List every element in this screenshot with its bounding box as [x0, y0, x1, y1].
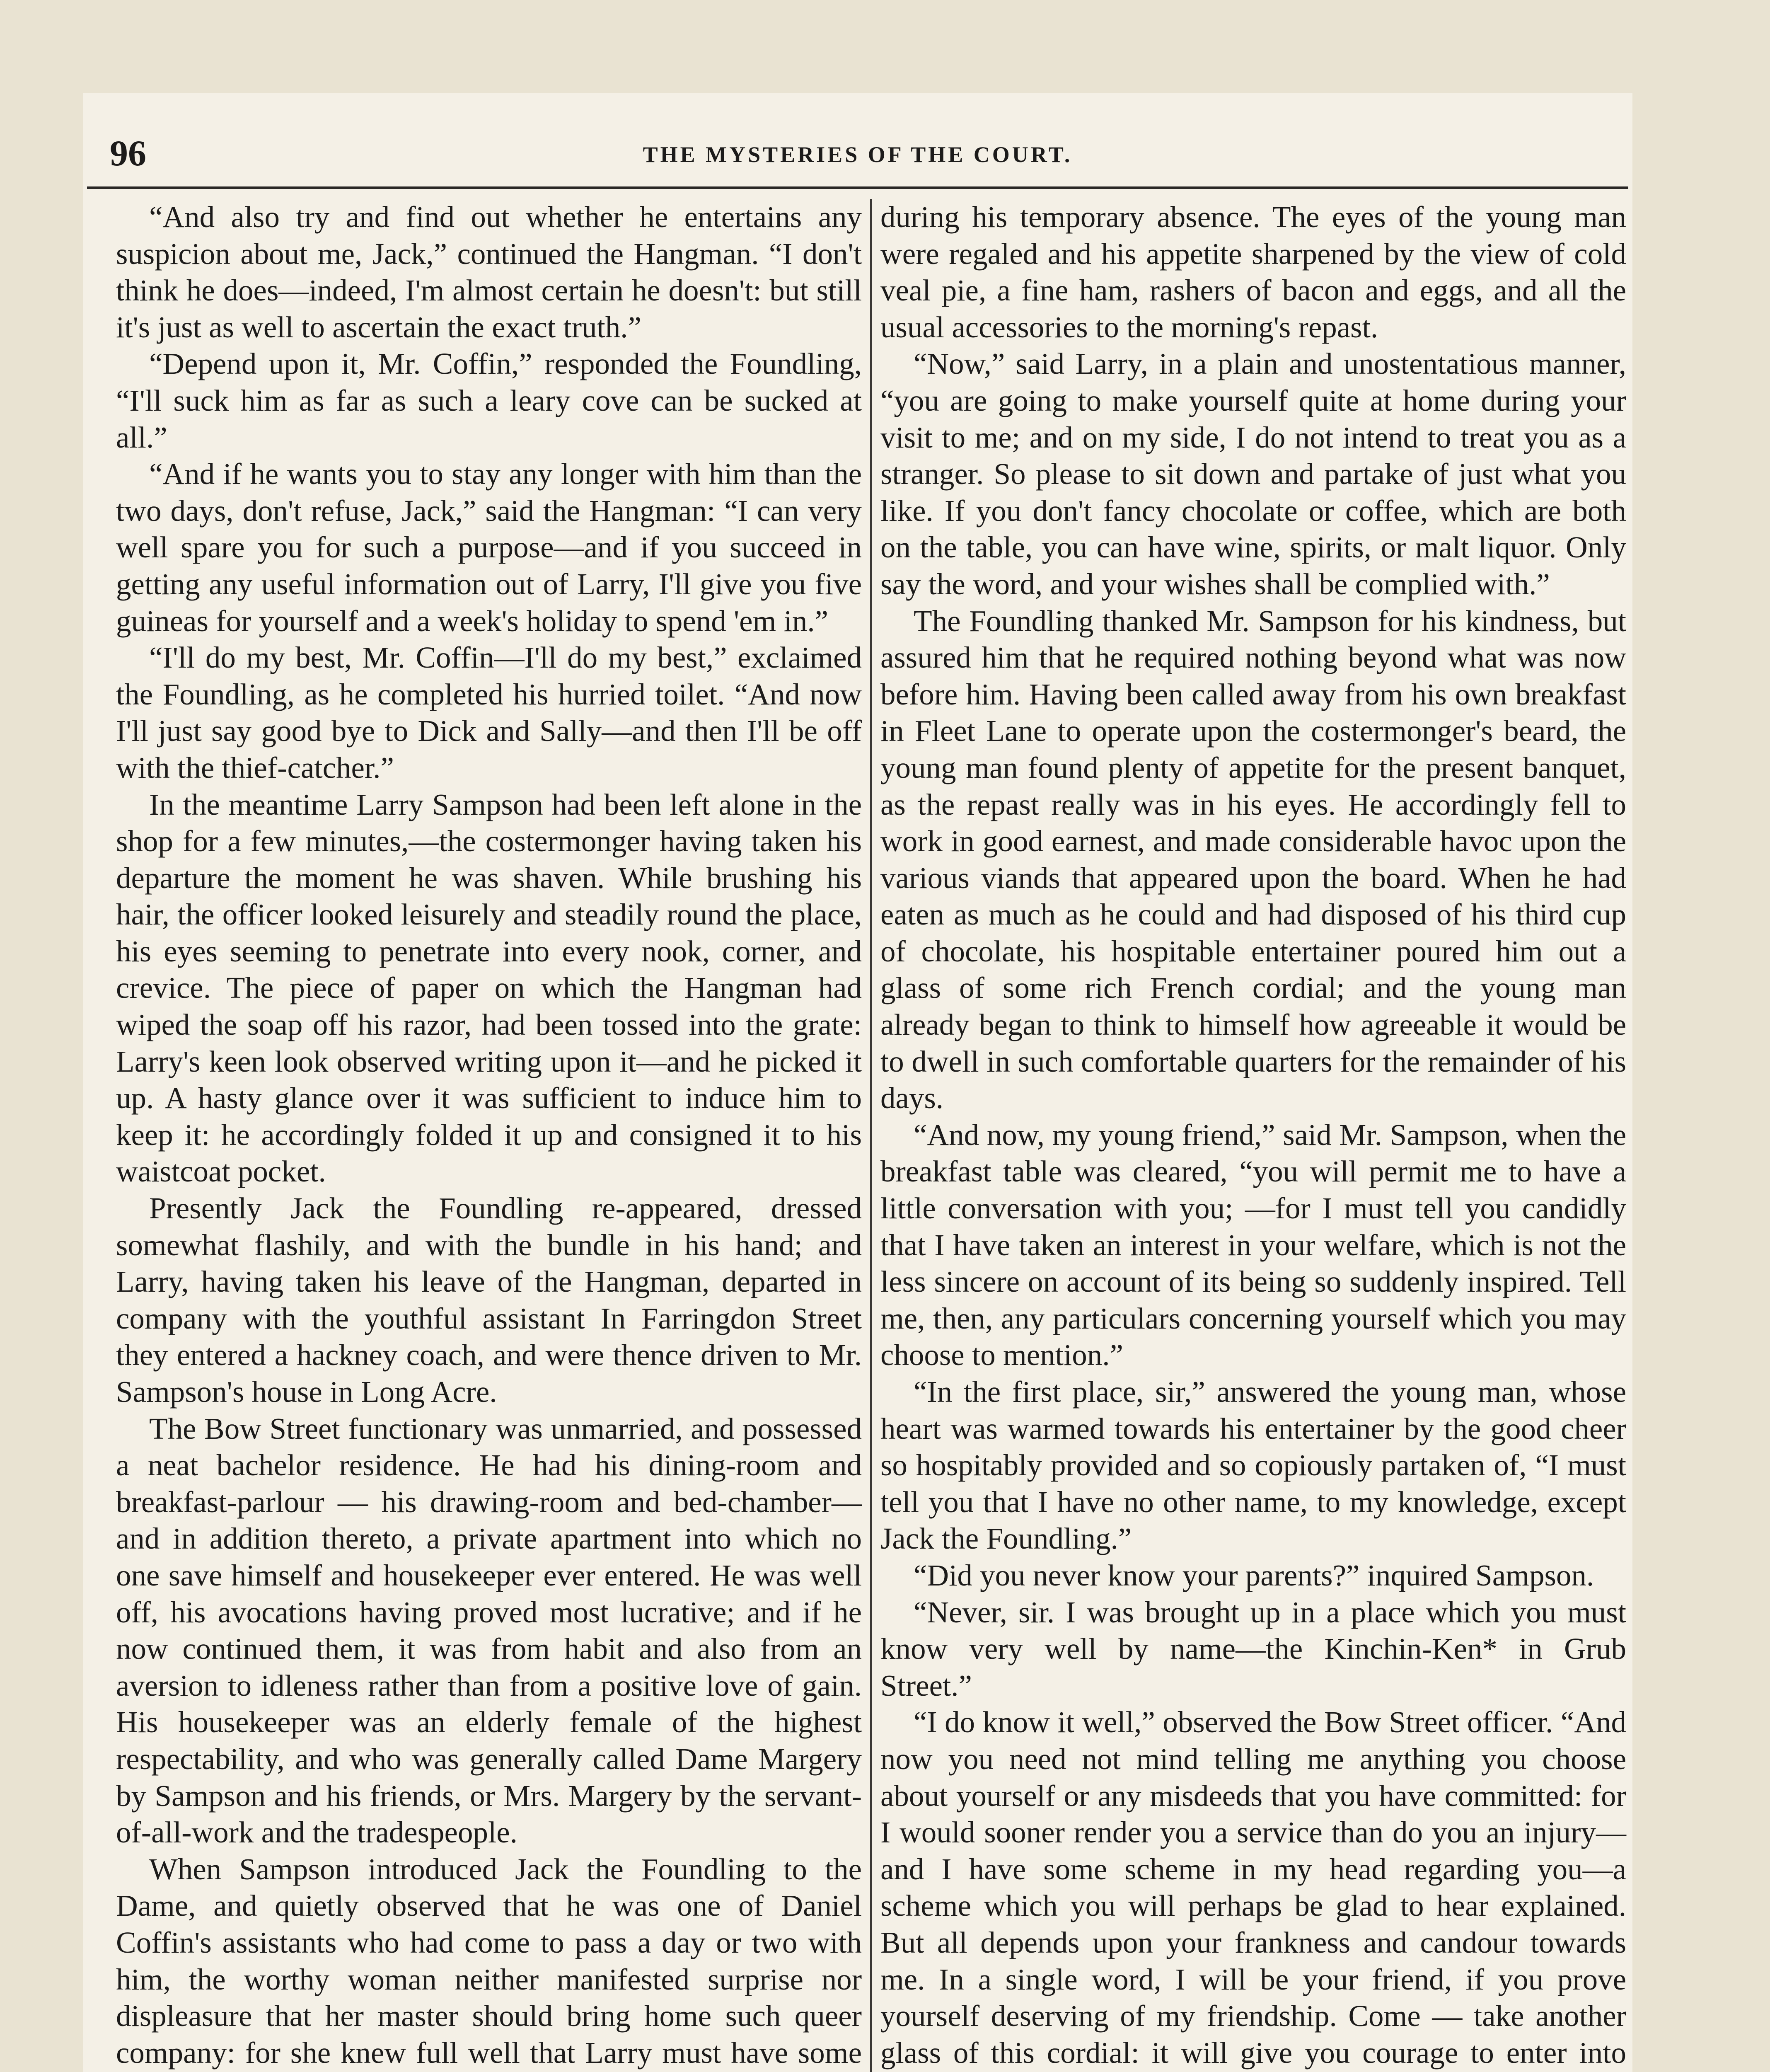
- paragraph-continued: during his temporary absence. The eyes of the young man were regaled and his appetite sharpened by the view of cold veal pie, a fine ham, rashers of bacon and eggs, and all the usual accessories to the morning's repast.: [880, 200, 1626, 344]
- paragraph: “I'll do my best, Mr. Coffin—I'll do my best,” exclaimed the Foundling, as he completed his hurried toilet. “And now I'll just say good bye to Dick and Sally—and then I'll be off with the thief-catcher.”: [116, 641, 862, 784]
- paragraph: “Now,” said Larry, in a plain and unostentatious manner, “you are going to make yourself quite at home during your visit to me; and on my side, I do not intend to treat you as a stranger. So please to sit down and partake of just what you like. If you don't fancy chocolate or coffee, which are both on the table, you can have wine, spirits, or malt liquor. Only say the word, and your wishes shall be complied with.”: [880, 347, 1626, 601]
- paragraph: “I do know it well,” observed the Bow Street officer. “And now you need not mind telling me anything you choose about yourself or any misdeeds that you have committed: for I would sooner render you a service than do you an injury—and I have some scheme in my head regarding you—a scheme which you will perhaps be glad to hear explained. But all depends upon your frankness and candour towards me. In a single word, I will be your friend, if you prove yourself deserving of my friendship. Come — take another glass of this cordial: it will give you courage to enter into: [880, 1705, 1626, 2070]
- paragraph: The Bow Street functionary was unmarried, and possessed a neat bachelor residence. He had his dining-room and breakfast-parlour — his drawing-room and bed-chamber—and in addition thereto, a private apartment into which no one save himself and housekeeper ever entered. He was well off, his avocations having proved most lucrative; and if he now continued them, it was from habit and also from an aversion to idleness rather than from a positive love of gain. His housekeeper was an elderly female of the highest respectability, and who was generally called Dame Margery by Sampson and his friends, or Mrs. Margery by the servant-of-all-work and the tradespeople.: [116, 1411, 862, 1849]
- paragraph: “And now, my young friend,” said Mr. Sampson, when the breakfast table was cleared, “you will permit me to have a little conversation with you; —for I must tell you candidly that I have taken an interest in your welfare, which is not the less sincere on account of its being so suddenly inspired. Tell me, then, any particulars concerning yourself which you may choose to mention.”: [880, 1118, 1626, 1372]
- paragraph: “Depend upon it, Mr. Coffin,” responded the Foundling, “I'll suck him as far as such a leary cove can be sucked at all.”: [116, 347, 862, 454]
- paragraph: Presently Jack the Foundling re-appeared, dressed somewhat flashily, and with the bundle in his hand; and Larry, having taken his leave of the Hangman, departed in company with the youthful assistant In Farringdon Street they entered a hackney coach, and were thence driven to Mr. Sampson's house in Long Acre.: [116, 1191, 862, 1409]
- left-column: [116, 199, 862, 2072]
- header-rule: [87, 186, 1628, 189]
- page-number: 96: [110, 133, 146, 174]
- paragraph: “Never, sir. I was brought up in a place which you must know very well by name—the Kinchin-Ken* in Grub Street.”: [880, 1595, 1626, 1702]
- paragraph: “Did you never know your parents?” inquired Sampson.: [914, 1558, 1594, 1592]
- paragraph: “In the first place, sir,” answered the young man, whose heart was warmed towards his entertainer by the good cheer so hospitably provided and so copiously partaken of, “I must tell you that I have no other name, to my knowledge, except Jack the Foundling.”: [880, 1375, 1626, 1556]
- paragraph: “And also try and find out whether he entertains any suspicion about me, Jack,” continued the Hangman. “I don't think he does—indeed, I'm almost certain he doesn't: but still it's just as well to ascertain the exact truth.”: [116, 200, 862, 344]
- paragraph: The Foundling thanked Mr. Sampson for his kindness, but assured him that he required nothing beyond what was now before him. Having been called away from his own breakfast in Fleet Lane to operate upon the costermonger's beard, the young man found plenty of appetite for the present banquet, as the repast really was in his eyes. He accordingly fell to work in good earnest, and made considerable havoc upon the various viands that appeared upon the board. When he had eaten as much as he could and had disposed of his third cup of chocolate, his hospitable entertainer poured him out a glass of some rich French cordial; and the young man already began to think to himself how agreeable it would be to dwell in such comfortable quarters for the remainder of his days.: [880, 604, 1626, 1115]
- paragraph: In the meantime Larry Sampson had been left alone in the shop for a few minutes,—the costermonger having taken his departure the moment he was shaven. While brushing his hair, the officer looked leisurely and steadily round the place, his eyes seeming to penetrate into every nook, corner, and crevice. The piece of paper on which the Hangman had wiped the soap off his razor, had been tossed into the grate: Larry's keen look observed writing upon it—and he picked it up. A hasty glance over it was sufficient to induce him to keep it: he accordingly folded it up and consigned it to his waistcoat pocket.: [116, 787, 862, 1188]
- right-column: [880, 199, 1626, 2072]
- page-header: [87, 133, 1628, 182]
- running-head: THE MYSTERIES OF THE COURT.: [643, 142, 1073, 167]
- paragraph: “And if he wants you to stay any longer with him than the two days, don't refuse, Jack,” said the Hangman: “I can very well spare you for such a purpose—and if you succeed in getting any useful information out of Larry, I'll give you five guineas for yourself and a week's holiday to spend 'em in.”: [116, 457, 862, 638]
- paragraph: When Sampson introduced Jack the Foundling to the Dame, and quietly observed that he was one of Daniel Coffin's assistants who had come to pass a day or two with him, the worthy woman neither manifested surprise nor displeasure that her master should bring home such queer company: for she knew full well that Larry must have some: [116, 1852, 862, 2070]
- column-divider: [870, 199, 872, 2072]
